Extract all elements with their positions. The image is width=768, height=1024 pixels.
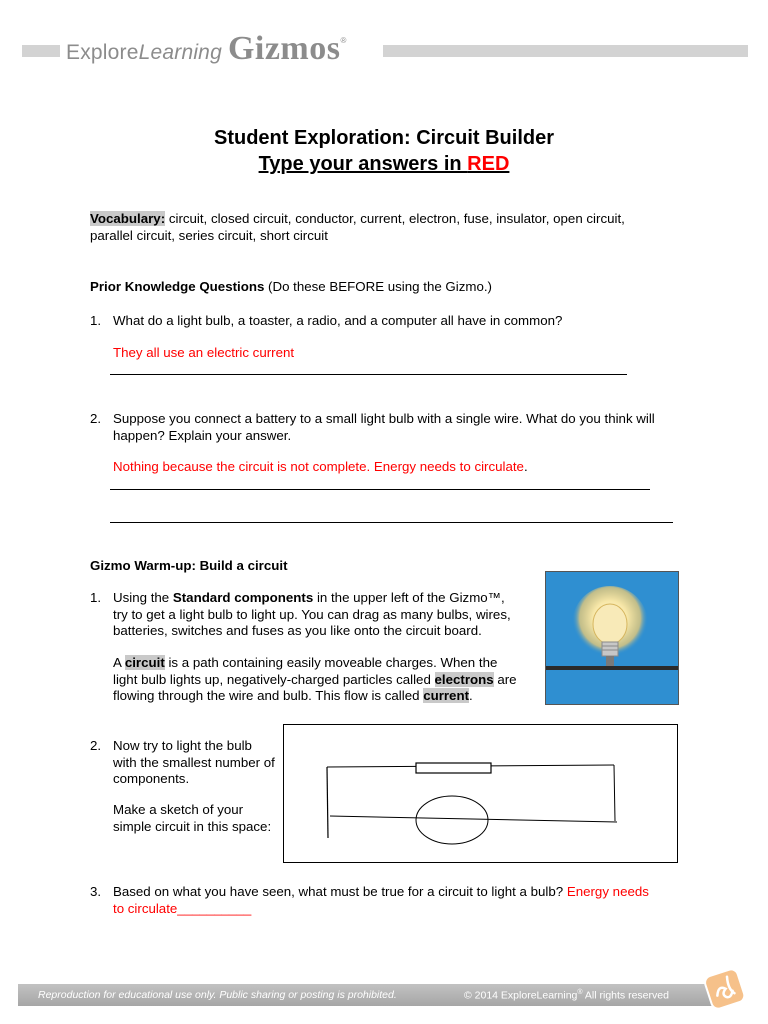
step-3-text [113, 884, 683, 917]
step-2-text: Now try to light the bulb with the smallest number of components. [113, 738, 275, 786]
step-1-a: Using the [113, 590, 173, 605]
subtitle-text: Type your answers in [258, 153, 468, 175]
brand-registered: ® [340, 36, 347, 45]
brand-learning: Learning [138, 41, 222, 64]
footer-rights: All rights reserved [582, 989, 669, 1002]
question-2-answer-line-1 [110, 489, 650, 490]
step-3-answer-a[interactable]: Energy needs [566, 884, 649, 899]
step-3-question: Based on what you have seen, what must be true for a circuit to light a bulb? [113, 884, 567, 899]
header-bar-left [22, 45, 60, 57]
brand-logo [66, 30, 346, 70]
page-title: Student Exploration: Circuit Builder [213, 127, 554, 149]
question-1-number: 1. [90, 313, 102, 328]
question-2-answer-text: Nothing because the circuit is not complete. Energy needs to circulate [113, 459, 524, 474]
sketch-area[interactable] [283, 724, 678, 863]
question-1-text: What do a light bulb, a toaster, a radio, and a computer all have in common? [113, 313, 563, 328]
vocabulary [90, 211, 660, 244]
step-3-answer-b[interactable]: to circulate__________ [113, 900, 252, 916]
def-d: . [469, 688, 473, 703]
vocabulary-terms: circuit, closed circuit, conductor, current, electron, fuse, insulator, open circuit, parallel circuit, series circuit, short circuit [90, 211, 625, 243]
step-1-b: in the upper left of the Gizmo™, try to get a light bulb to light up. You can drag as many bulbs, wires, batteries, switches and fuses as you like onto the circuit board. [113, 590, 511, 638]
def-c: are flowing through the wire and bulb. This flow is called [113, 671, 517, 703]
brand-explore: Explore [66, 41, 139, 64]
question-2-answer[interactable] [113, 459, 693, 476]
term-current: current [423, 688, 469, 703]
warmup-heading-text: Gizmo Warm-up: Build a circuit [90, 558, 288, 573]
light-bulb-icon [546, 572, 678, 704]
footer-copyright [464, 989, 669, 1002]
step-2-instructions: Make a sketch of your simple circuit in this space: [113, 802, 272, 834]
question-2-number: 2. [90, 411, 102, 426]
term-electrons: electrons [434, 671, 494, 687]
circuit-definition [113, 655, 518, 705]
step-1-text [113, 590, 518, 640]
prior-knowledge-heading [90, 279, 690, 296]
def-b: is a path containing easily moveable charges. When the light bulb lights up, negatively-charged particles called [113, 655, 498, 687]
prior-heading-note: (Do these BEFORE using the Gizmo.) [264, 279, 492, 294]
question-2-answer-period: . [523, 459, 528, 474]
question-2-text: Suppose you connect a battery to a small light bulb with a single wire. What do you think will happen? Explain your answer. [113, 411, 655, 443]
step-1-bold: Standard components [172, 590, 314, 605]
question-1-answer[interactable]: They all use an electric current [113, 345, 295, 360]
explorelearning-logo [700, 963, 750, 1013]
footer-registered: ® [577, 989, 583, 996]
step-2-number: 2. [90, 738, 102, 753]
header-bar-right [383, 45, 748, 57]
footer-copyright-text: © 2014 ExploreLearning [464, 989, 578, 1002]
step-1-number: 1. [90, 590, 102, 605]
step-3-number: 3. [90, 884, 102, 899]
el-logo-icon [700, 963, 750, 1013]
term-circuit: circuit [124, 655, 165, 670]
footer-disclaimer: Reproduction for educational use only. Public sharing or posting is prohibited. [38, 989, 397, 1001]
def-a: A [113, 655, 125, 670]
brand-gizmos: Gizmos [227, 30, 341, 67]
question-2-answer-line-2 [110, 522, 673, 523]
warmup-heading [90, 558, 288, 575]
circuit-sketch [284, 725, 677, 862]
light-bulb-image [545, 571, 679, 705]
subtitle-red: RED [467, 153, 510, 175]
question-1-answer-line [110, 374, 627, 375]
vocabulary-label: Vocabulary: [90, 211, 166, 226]
prior-heading-bold: Prior Knowledge Questions [90, 279, 265, 294]
page-subtitle [0, 153, 768, 176]
